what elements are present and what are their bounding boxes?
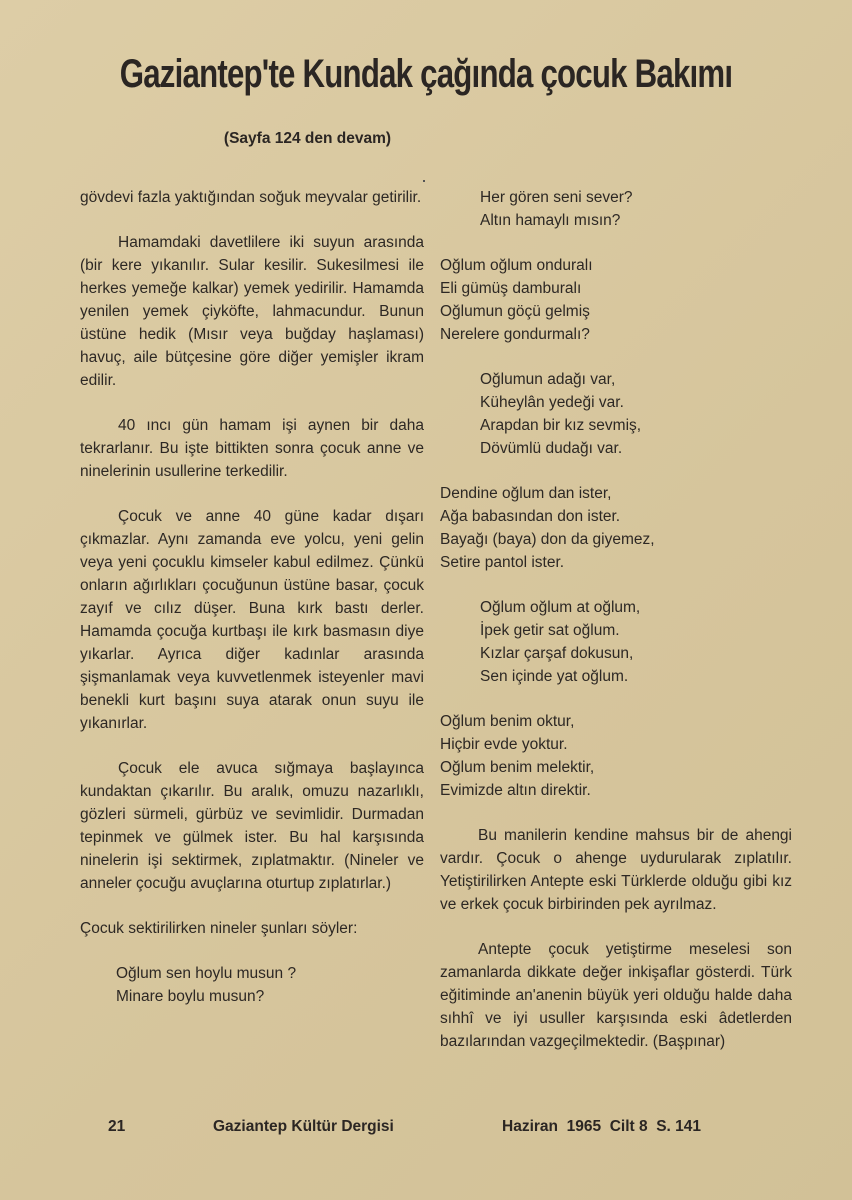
verse-stanza: [80, 962, 424, 1008]
paragraph-gap: [80, 209, 424, 231]
verse-line: Hiçbir evde yoktur.: [440, 736, 568, 753]
verse-line: Setire pantol ister.: [440, 554, 565, 571]
verse-line: Nerelere gondurmalı?: [440, 326, 590, 343]
verse-stanza: [440, 482, 792, 574]
verse-line: Oğlum oğlum onduralı: [440, 257, 593, 274]
verse-stanza: [440, 710, 792, 802]
paragraph-gap: [80, 483, 424, 505]
paragraph: 40 ıncı gün hamam işi aynen bir daha tekrarlanır. Bu işte bittikten sonra çocuk anne ve ninelerinin usullerine terkedilir.: [80, 417, 424, 480]
issue-info: Haziran 1965 Cilt 8 S. 141: [502, 1118, 702, 1135]
page-number: 21: [108, 1118, 126, 1135]
paragraph-gap: [80, 735, 424, 757]
column-divider-mark: [423, 180, 425, 182]
verse-line: Bayağı (baya) don da giyemez,: [440, 531, 655, 548]
verse-line: Dendine oğlum dan ister,: [440, 485, 612, 502]
verse-line: Arapdan bir kız sevmiş,: [480, 417, 642, 434]
verse-line: Sen içinde yat oğlum.: [480, 668, 629, 685]
verse-line: Altın hamaylı mısın?: [480, 212, 621, 229]
paragraph: Çocuk ele avuca sığmaya başlayınca kundaktan çıkarılır. Bu aralık, omuzu nazarlıklı, gözleri sürmeli, gürbüz ve sevimlidir. Durmadan tepinmek ve gülmek ister. Bu hal karşısında ninelerin işi sektirmek, zıplatmaktır. (Nineler ve anneler çocuğu avuçlarına oturtup zıplatırlar.): [80, 760, 424, 892]
verse-line: Oğlum benim melektir,: [440, 759, 595, 776]
verse-line: Oğlum oğlum at oğlum,: [480, 599, 641, 616]
verse-stanza: [440, 368, 792, 460]
paragraph: Çocuk sektirilirken nineler şunları söyler:: [80, 920, 358, 937]
verse-stanza: [440, 596, 792, 688]
continuation-note: (Sayfa 124 den devam): [223, 130, 392, 147]
paragraph-gap: [440, 232, 792, 254]
right-column: [440, 186, 792, 1053]
article-title: Gaziantep'te Kundak çağında çocuk Bakımı: [119, 52, 733, 96]
left-column: [80, 186, 424, 1008]
verse-line: Oğlumun göçü gelmiş: [440, 303, 590, 320]
verse-line: Kızlar çarşaf dokusun,: [480, 645, 634, 662]
magazine-name: Gaziantep Kültür Dergisi: [213, 1118, 394, 1135]
verse-line: Eli gümüş damburalı: [440, 280, 582, 297]
paragraph: Hamamdaki davetlilere iki suyun arasında (bir kere yıkanılır. Sular kesilir. Sukesilmesi ile herkes yemeğe kalkar) yemek yedirilir. Hamamda yenilen yemek çiyköfte, lahmacundur. Bunun üstüne hedik (Mısır veya buğday haşlaması) havuç, aile bütçesine göre diğer yemişler ikram edilir.: [80, 234, 424, 389]
verse-stanza: [440, 186, 792, 232]
verse-stanza: [440, 254, 792, 346]
paragraph: gövdevi fazla yaktığından soğuk meyvalar getirilir.: [80, 189, 422, 206]
verse-line: Ağa babasından don ister.: [440, 508, 621, 525]
paragraph-gap: [440, 802, 792, 824]
paragraph-gap: [440, 460, 792, 482]
verse-line: Dövümlü dudağı var.: [480, 440, 623, 457]
paragraph: Çocuk ve anne 40 güne kadar dışarı çıkmazlar. Aynı zamanda eve yolcu, yeni gelin veya yeni çocuklu kimseler kabul edilmez. Çünkü onların ağırlıkları çocuğunun üstüne basar, çocuk zayıf ve cılız düşer. Buna kırk bastı derler. Hamamda çocuğa kurtbaşı ile kırk basmasın diye yıkarlar. Ayrıca diğer kadınlar arasında şişmanlamak veya kuvvetlenmek isteyenler mavi benekli kurt başını suya atarak onun suyu ile yıkanırlar.: [80, 508, 424, 732]
verse-line: Evimizde altın direktir.: [440, 782, 591, 799]
verse-line: Her gören seni sever?: [480, 189, 633, 206]
verse-line: Oğlum sen hoylu musun ?: [116, 965, 297, 982]
paragraph: Bu manilerin kendine mahsus bir de ahengi vardır. Çocuk o ahenge uydurularak zıplatılır. Yetiştirilirken Antepte eski Türklerde olduğu gibi kız ve erkek çocuk birbirinden pek ayrılmaz.: [440, 827, 792, 913]
verse-line: Oğlum benim oktur,: [440, 713, 575, 730]
paragraph-gap: [80, 895, 424, 917]
verse-line: Küheylân yedeği var.: [480, 394, 624, 411]
paragraph: Antepte çocuk yetiştirme meselesi son zamanlarda dikkate değer inkişaflar gösterdi. Türk eğitiminde an'anenin büyük yeri olduğu halde daha sıhhî ve iyi usuller karşısında eski âdetlerden bazılarından vazgeçilmektedir. (Başpınar): [440, 941, 792, 1050]
paragraph-gap: [440, 574, 792, 596]
verse-line: Oğlumun adağı var,: [480, 371, 616, 388]
verse-line: İpek getir sat oğlum.: [480, 622, 620, 639]
paragraph-gap: [440, 688, 792, 710]
verse-line: Minare boylu musun?: [116, 988, 265, 1005]
paragraph-gap: [440, 346, 792, 368]
paragraph-gap: [440, 916, 792, 938]
paragraph-gap: [80, 940, 424, 962]
paragraph-gap: [80, 392, 424, 414]
